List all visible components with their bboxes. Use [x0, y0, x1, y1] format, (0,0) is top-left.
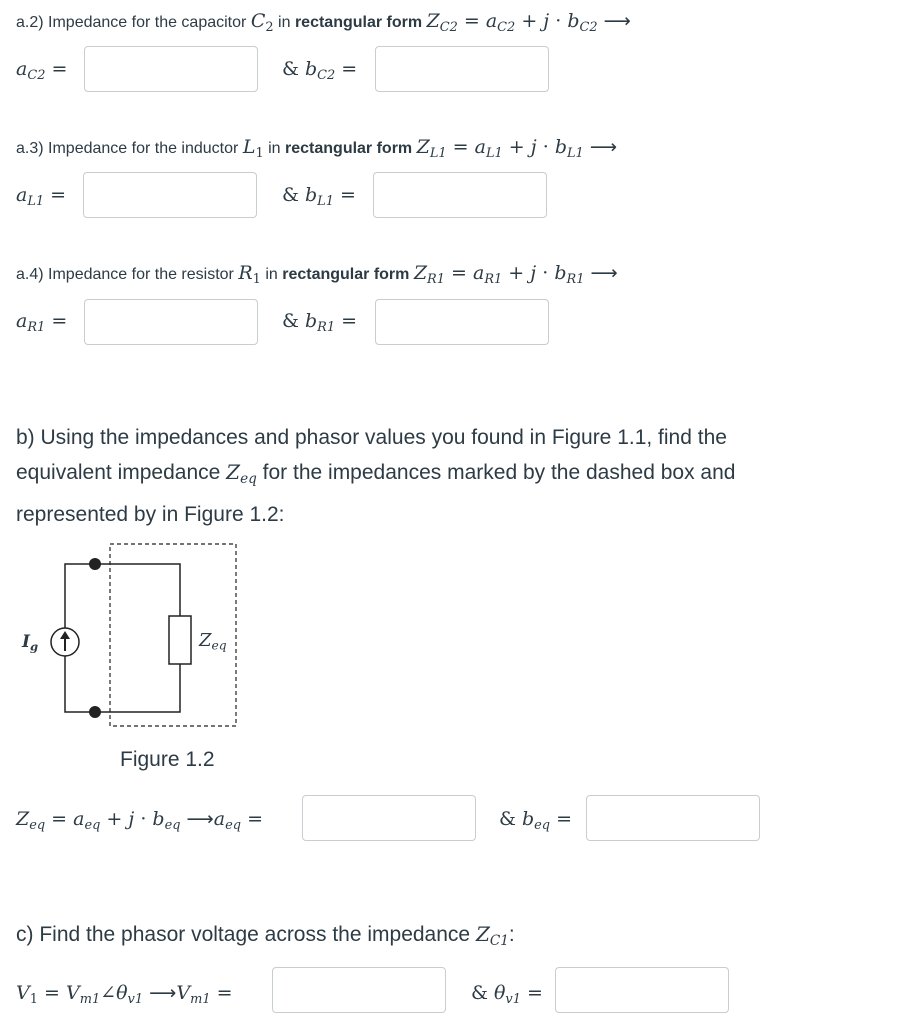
zeq-formula: $Z_{eq} = a_{eq} + j \cdot b_{eq}$ $⟶a_{eq}$ =: [16, 808, 263, 833]
figure-caption: Figure 1.2: [120, 748, 215, 771]
question-b-line2: equivalent impedance $Z_{eq}$ for the impedances marked by the dashed box and: [16, 460, 736, 488]
b-r1-label: & $b_{R1}$ =: [282, 310, 358, 335]
load-label: $Z_{eq}$: [199, 630, 227, 653]
b-l1-label: & $b_{L1}$ =: [282, 184, 356, 209]
b-l1-input[interactable]: [373, 172, 547, 218]
wire-bottom-left: [65, 656, 95, 712]
question-a2-prefix: a.2) Impedance for the capacitor: [16, 14, 247, 31]
top-terminal-dot: [89, 558, 101, 570]
question-a2: a.2) Impedance for the capacitor $C_2$ in rectangular form $Z_{C2} = a_{C2} + j \cdot b_{C2}$ ⟶: [16, 10, 631, 35]
theta-v1-label: & $\theta_{v1}$ =: [471, 982, 543, 1007]
v1-formula: $V_1$ = $V_{m1}\angle\theta_{v1}$ $⟶V_{m1}$ =: [16, 982, 233, 1007]
b-eq-label: & $b_{eq}$ =: [499, 808, 573, 833]
b-eq-input[interactable]: [586, 795, 760, 841]
wire-bottom-right: [95, 664, 180, 712]
question-a3: a.3) Impedance for the inductor $L_1$ in rectangular form $Z_{L1} = a_{L1} + j \cdot b_{L1}$ ⟶: [16, 136, 618, 161]
question-a4-prefix: a.4) Impedance for the resistor: [16, 266, 234, 283]
a-r1-input[interactable]: [84, 299, 258, 345]
wire-top-left: [65, 564, 95, 638]
rectangular-form-label: rectangular form: [285, 140, 413, 157]
question-a3-prefix: a.3) Impedance for the inductor: [16, 140, 239, 157]
question-b: [16, 420, 896, 532]
impedance-box: [169, 616, 191, 664]
a-l1-label: $a_{L1}$ =: [16, 184, 67, 209]
question-c: c) Find the phasor voltage across the impedance $Z_{C1}$:: [16, 922, 515, 950]
inductor-symbol: $L_1$: [242, 136, 264, 161]
question-a4: a.4) Impedance for the resistor $R_1$ in rectangular form $Z_{R1} = a_{R1} + j \cdot b_{R1}$ ⟶: [16, 262, 618, 287]
a3-formula: $Z_{L1} = a_{L1} + j \cdot b_{L1}$ ⟶: [416, 136, 618, 161]
v-m1-input[interactable]: [272, 967, 446, 1013]
wire-top-right: [95, 564, 180, 616]
a-eq-input[interactable]: [302, 795, 476, 841]
a-l1-input[interactable]: [83, 172, 257, 218]
a-c2-input[interactable]: [84, 46, 258, 92]
rectangular-form-label: rectangular form: [294, 14, 423, 31]
bottom-terminal-dot: [89, 706, 101, 718]
resistor-symbol: $R_1$: [238, 262, 261, 287]
b-c2-label: & $b_{C2}$ =: [282, 58, 358, 83]
theta-v1-input[interactable]: [555, 967, 729, 1013]
rectangular-form-label: rectangular form: [282, 266, 410, 283]
question-b-line3: represented by in Figure 1.2:: [16, 503, 285, 527]
a-r1-label: $a_{R1}$ =: [16, 310, 68, 335]
question-b-line1: b) Using the impedances and phasor values you found in Figure 1.1, find the: [16, 426, 727, 449]
source-label: $I_g$: [22, 632, 39, 654]
a-c2-label: $a_{C2}$ =: [16, 58, 68, 83]
a2-formula: $Z_{C2} = a_{C2} + j \cdot b_{C2}$ ⟶: [426, 10, 631, 35]
b-c2-input[interactable]: [375, 46, 549, 92]
b-r1-input[interactable]: [375, 299, 549, 345]
a4-formula: $Z_{R1} = a_{R1} + j \cdot b_{R1}$ ⟶: [413, 262, 618, 287]
capacitor-symbol: $C_2$: [250, 10, 274, 35]
